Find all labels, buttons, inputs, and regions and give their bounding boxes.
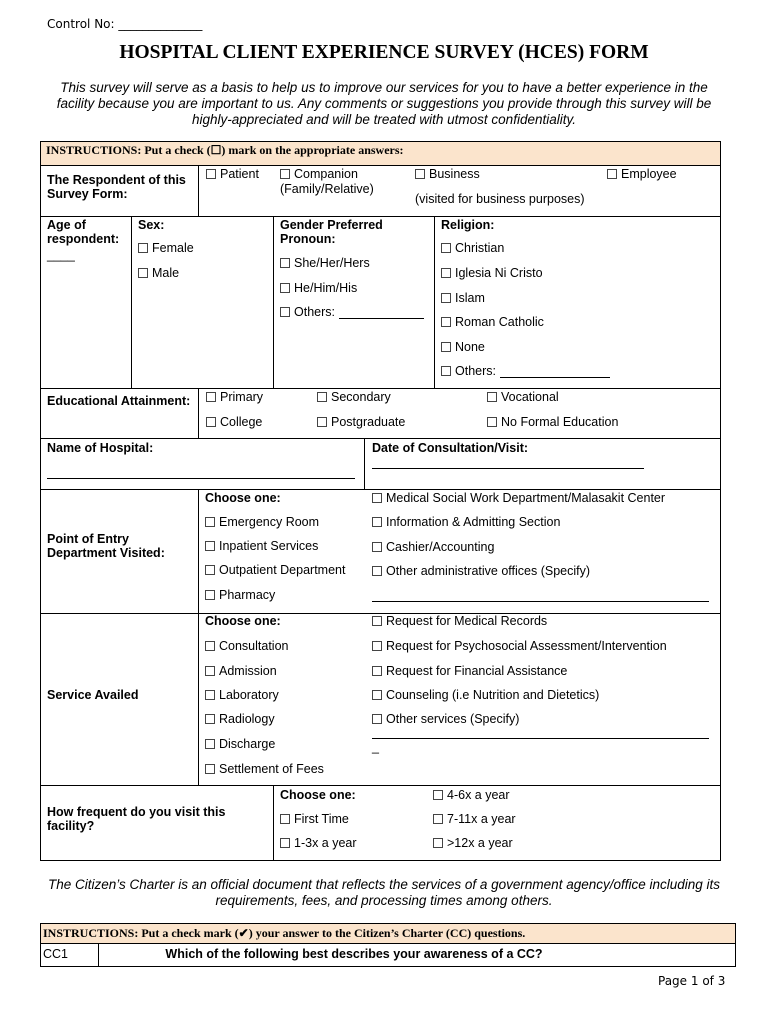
- checkbox-icon: [280, 169, 290, 179]
- frequency-option-4-6[interactable]: 4-6x a year: [433, 788, 510, 802]
- checkbox-icon: [280, 307, 290, 317]
- checkbox-icon: [372, 542, 382, 552]
- age-label: Age of respondent:: [47, 218, 120, 246]
- service-option-discharge[interactable]: Discharge: [205, 737, 275, 751]
- checkbox-icon: [317, 392, 327, 402]
- checkbox-icon: [441, 293, 451, 303]
- service-option-laboratory[interactable]: Laboratory: [205, 688, 279, 702]
- entry-option-admitting[interactable]: Information & Admitting Section: [372, 515, 560, 529]
- checkbox-icon: [205, 565, 215, 575]
- entry-label: Point of Entry Department Visited:: [47, 532, 165, 560]
- hospital-name-label: Name of Hospital:: [47, 441, 154, 455]
- frequency-label: How frequent do you visit this facility?: [47, 805, 226, 833]
- checkbox-icon: [205, 517, 215, 527]
- religion-option-inc[interactable]: Iglesia Ni Cristo: [441, 266, 543, 280]
- row-divider: [40, 438, 721, 439]
- service-option-financial[interactable]: Request for Financial Assistance: [372, 664, 567, 678]
- checkbox-icon: [441, 243, 451, 253]
- entry-option-pharmacy[interactable]: Pharmacy: [205, 588, 275, 602]
- col-divider: [273, 785, 274, 861]
- pronoun-option-he[interactable]: He/Him/His: [280, 281, 357, 295]
- pronoun-label: Gender Preferred Pronoun:: [280, 218, 383, 246]
- service-option-counseling[interactable]: Counseling (i.e Nutrition and Dietetics): [372, 688, 599, 702]
- service-option-admission[interactable]: Admission: [205, 664, 277, 678]
- row-divider: [40, 388, 721, 389]
- service-specify-line[interactable]: [372, 738, 709, 739]
- sex-option-female[interactable]: Female: [138, 241, 194, 255]
- checkbox-icon: [205, 764, 215, 774]
- checkbox-icon: [206, 169, 216, 179]
- checkbox-icon: [206, 392, 216, 402]
- col-divider: [434, 216, 435, 388]
- row-divider: [40, 785, 721, 786]
- respondent-option-companion[interactable]: Companion: [280, 167, 358, 181]
- service-option-radiology[interactable]: Radiology: [205, 712, 275, 726]
- entry-option-emergency[interactable]: Emergency Room: [205, 515, 319, 529]
- col-divider: [364, 438, 365, 489]
- education-option-postgraduate[interactable]: Postgraduate: [317, 415, 405, 429]
- religion-option-none[interactable]: None: [441, 340, 485, 354]
- checkbox-icon: [205, 739, 215, 749]
- education-label: Educational Attainment:: [47, 394, 191, 408]
- entry-option-other[interactable]: Other administrative offices (Specify): [372, 564, 590, 578]
- sex-option-male[interactable]: Male: [138, 266, 179, 280]
- service-option-consultation[interactable]: Consultation: [205, 639, 289, 653]
- checkbox-icon: [138, 243, 148, 253]
- intro-text: This survey will serve as a basis to help us to improve our services for you to have a better experience in the facility because you are important to us. Any comments or suggestions you provide through this survey will be highly-appreciated and will be treated with utmost confidentiality.: [56, 80, 712, 127]
- age-blank[interactable]: ____: [47, 248, 75, 262]
- service-choose: Choose one:: [205, 614, 281, 628]
- visit-date-line[interactable]: [372, 468, 644, 469]
- religion-option-islam[interactable]: Islam: [441, 291, 485, 305]
- religion-option-catholic[interactable]: Roman Catholic: [441, 315, 544, 329]
- checkbox-icon: [280, 814, 290, 824]
- entry-specify-line[interactable]: [372, 601, 709, 602]
- page-number: Page 1 of 3: [658, 974, 726, 988]
- checkbox-icon: [415, 169, 425, 179]
- checkbox-icon: [441, 268, 451, 278]
- cc-question: Which of the following best describes your awareness of a CC?: [165, 947, 543, 961]
- frequency-option-12[interactable]: >12x a year: [433, 836, 513, 850]
- respondent-option-employee[interactable]: Employee: [607, 167, 677, 181]
- row-divider: [40, 216, 721, 217]
- checkbox-icon: [487, 417, 497, 427]
- pronoun-option-she[interactable]: She/Her/Hers: [280, 256, 370, 270]
- checkbox-icon: [280, 258, 290, 268]
- checkbox-icon: [205, 714, 215, 724]
- checkbox-icon: [372, 666, 382, 676]
- cc-instructions-bar: INSTRUCTIONS: Put a check mark (✔) your answer to the Citizen’s Charter (CC) questions.: [41, 924, 735, 944]
- checkbox-icon: [205, 641, 215, 651]
- row-divider: [40, 489, 721, 490]
- checkbox-icon: [441, 317, 451, 327]
- entry-choose: Choose one:: [205, 491, 281, 505]
- checkbox-icon: [372, 714, 382, 724]
- education-option-none[interactable]: No Formal Education: [487, 415, 618, 429]
- respondent-option-business[interactable]: Business: [415, 167, 480, 181]
- hospital-name-line[interactable]: [47, 478, 355, 479]
- service-option-records[interactable]: Request for Medical Records: [372, 614, 547, 628]
- form-title: HOSPITAL CLIENT EXPERIENCE SURVEY (HCES) FORM: [119, 42, 649, 63]
- checkbox-icon: [372, 566, 382, 576]
- checkbox-icon: [607, 169, 617, 179]
- frequency-option-7-11[interactable]: 7-11x a year: [433, 812, 516, 826]
- checkbox-icon: [372, 616, 382, 626]
- respondent-option-patient[interactable]: Patient: [206, 167, 259, 181]
- service-option-psychosocial[interactable]: Request for Psychosocial Assessment/Intervention: [372, 639, 667, 653]
- col-divider: [198, 388, 199, 438]
- checkbox-icon: [280, 283, 290, 293]
- education-option-vocational[interactable]: Vocational: [487, 390, 559, 404]
- checkbox-icon: [433, 838, 443, 848]
- charter-note: The Citizen’s Charter is an official document that reflects the services of a government agency/office including its requirements, fees, and processing times among others.: [47, 877, 721, 908]
- frequency-choose: Choose one:: [280, 788, 356, 802]
- entry-option-inpatient[interactable]: Inpatient Services: [205, 539, 318, 553]
- checkbox-icon: [441, 366, 451, 376]
- frequency-option-1-3[interactable]: 1-3x a year: [280, 836, 357, 850]
- respondent-label: The Respondent of this Survey Form:: [47, 173, 186, 201]
- education-option-secondary[interactable]: Secondary: [317, 390, 391, 404]
- checkbox-icon: [205, 590, 215, 600]
- education-option-college[interactable]: College: [206, 415, 262, 429]
- checkbox-icon: [372, 493, 382, 503]
- checkbox-icon: [317, 417, 327, 427]
- service-option-settlement[interactable]: Settlement of Fees: [205, 762, 324, 776]
- service-specify-trail: _: [372, 740, 379, 754]
- checkbox-icon: [372, 517, 382, 527]
- pronoun-others-line[interactable]: [339, 318, 424, 319]
- entry-option-cashier[interactable]: Cashier/Accounting: [372, 540, 494, 554]
- checkbox-icon: [433, 790, 443, 800]
- col-divider: [131, 216, 132, 388]
- pronoun-option-others[interactable]: Others:: [280, 305, 335, 319]
- cc-id: CC1: [43, 947, 69, 961]
- checkbox-icon: [280, 838, 290, 848]
- checkbox-icon: [205, 666, 215, 676]
- religion-others-line[interactable]: [500, 377, 610, 378]
- checkbox-icon: [441, 342, 451, 352]
- checkbox-icon: [205, 541, 215, 551]
- col-divider: [198, 166, 199, 216]
- religion-option-christian[interactable]: Christian: [441, 241, 504, 255]
- religion-option-others[interactable]: Others:: [441, 364, 496, 378]
- visit-date-label: Date of Consultation/Visit:: [372, 441, 529, 455]
- service-label: Service Availed: [47, 688, 139, 702]
- checkbox-icon: [138, 268, 148, 278]
- checkbox-icon: [487, 392, 497, 402]
- col-divider: [273, 216, 274, 388]
- sex-label: Sex:: [138, 218, 165, 232]
- checkbox-icon: [372, 690, 382, 700]
- education-option-primary[interactable]: Primary: [206, 390, 263, 404]
- instructions-bar: INSTRUCTIONS: Put a check (☐) mark on the appropriate answers:: [41, 142, 720, 166]
- checkbox-icon: [372, 641, 382, 651]
- service-option-other[interactable]: Other services (Specify): [372, 712, 519, 726]
- religion-label: Religion:: [441, 218, 495, 232]
- entry-option-outpatient[interactable]: Outpatient Department: [205, 563, 345, 577]
- companion-note: (Family/Relative): [280, 182, 374, 196]
- frequency-option-first[interactable]: First Time: [280, 812, 349, 826]
- checkbox-icon: [433, 814, 443, 824]
- checkbox-icon: [205, 690, 215, 700]
- checkbox-icon: [206, 417, 216, 427]
- business-note: (visited for business purposes): [415, 192, 585, 206]
- entry-option-malasakit[interactable]: Medical Social Work Department/Malasakit Center: [372, 491, 665, 505]
- control-number: Control No: ______________: [47, 17, 203, 31]
- col-divider: [198, 489, 199, 785]
